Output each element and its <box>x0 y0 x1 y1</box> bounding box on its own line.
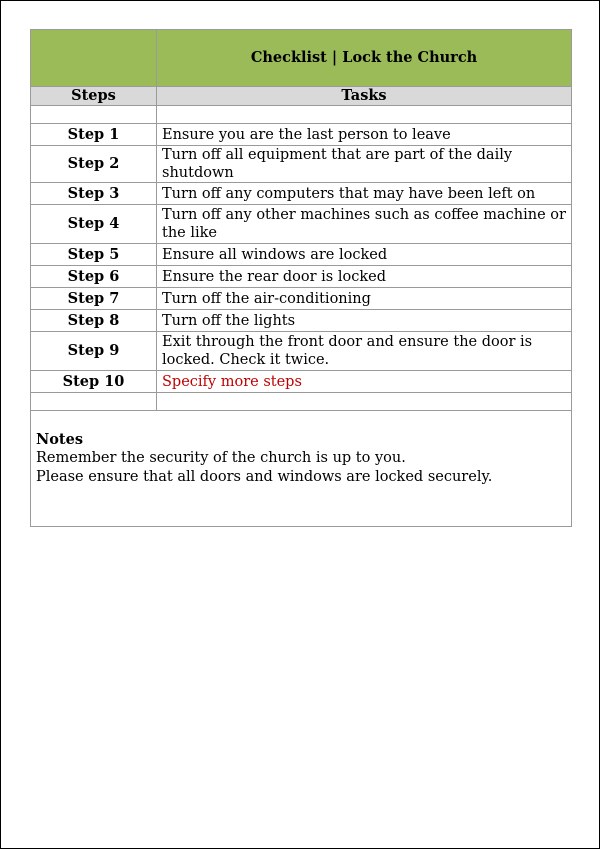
task-text: Turn off all equipment that are part of the daily shutdown <box>157 146 572 183</box>
header-row <box>31 87 572 106</box>
step-label: Step 4 <box>31 205 157 244</box>
table-row <box>31 288 572 310</box>
tasks-column-header: Tasks <box>157 87 572 106</box>
table-row <box>31 205 572 244</box>
task-text: Ensure you are the last person to leave <box>157 124 572 146</box>
title-row <box>31 30 572 87</box>
blank-row-top <box>31 106 572 124</box>
notes-line: Remember the security of the church is up to you. <box>36 450 406 466</box>
step-label: Step 5 <box>31 244 157 266</box>
step-label: Step 3 <box>31 183 157 205</box>
task-text: Turn off the air-conditioning <box>157 288 572 310</box>
step-label: Step 10 <box>31 371 157 393</box>
steps-column-header: Steps <box>31 87 157 106</box>
placeholder-task-text: Specify more steps <box>157 371 572 393</box>
checklist-table <box>30 29 572 527</box>
blank-cell <box>31 393 157 411</box>
title-blank-cell <box>31 30 157 87</box>
step-label: Step 2 <box>31 146 157 183</box>
notes-row <box>31 411 572 527</box>
blank-cell <box>31 106 157 124</box>
table-row <box>31 183 572 205</box>
step-label: Step 1 <box>31 124 157 146</box>
notes-section <box>31 411 572 527</box>
table-row <box>31 244 572 266</box>
table-row <box>31 332 572 371</box>
table-row <box>31 310 572 332</box>
blank-cell <box>157 393 572 411</box>
notes-title: Notes <box>36 431 84 448</box>
task-text: Turn off the lights <box>157 310 572 332</box>
task-text: Exit through the front door and ensure the door is locked. Check it twice. <box>157 332 572 371</box>
step-label: Step 9 <box>31 332 157 371</box>
task-text: Turn off any computers that may have been left on <box>157 183 572 205</box>
notes-line: Please ensure that all doors and windows are locked securely. <box>36 469 493 485</box>
task-text: Ensure all windows are locked <box>157 244 572 266</box>
step-label: Step 8 <box>31 310 157 332</box>
task-text: Turn off any other machines such as coffee machine or the like <box>157 205 572 244</box>
table-row <box>31 266 572 288</box>
checklist-title: Checklist | Lock the Church <box>157 30 572 87</box>
blank-cell <box>157 106 572 124</box>
step-label: Step 7 <box>31 288 157 310</box>
table-row <box>31 146 572 183</box>
step-label: Step 6 <box>31 266 157 288</box>
blank-row-bottom <box>31 393 572 411</box>
task-text: Ensure the rear door is locked <box>157 266 572 288</box>
table-row <box>31 371 572 393</box>
table-row <box>31 124 572 146</box>
